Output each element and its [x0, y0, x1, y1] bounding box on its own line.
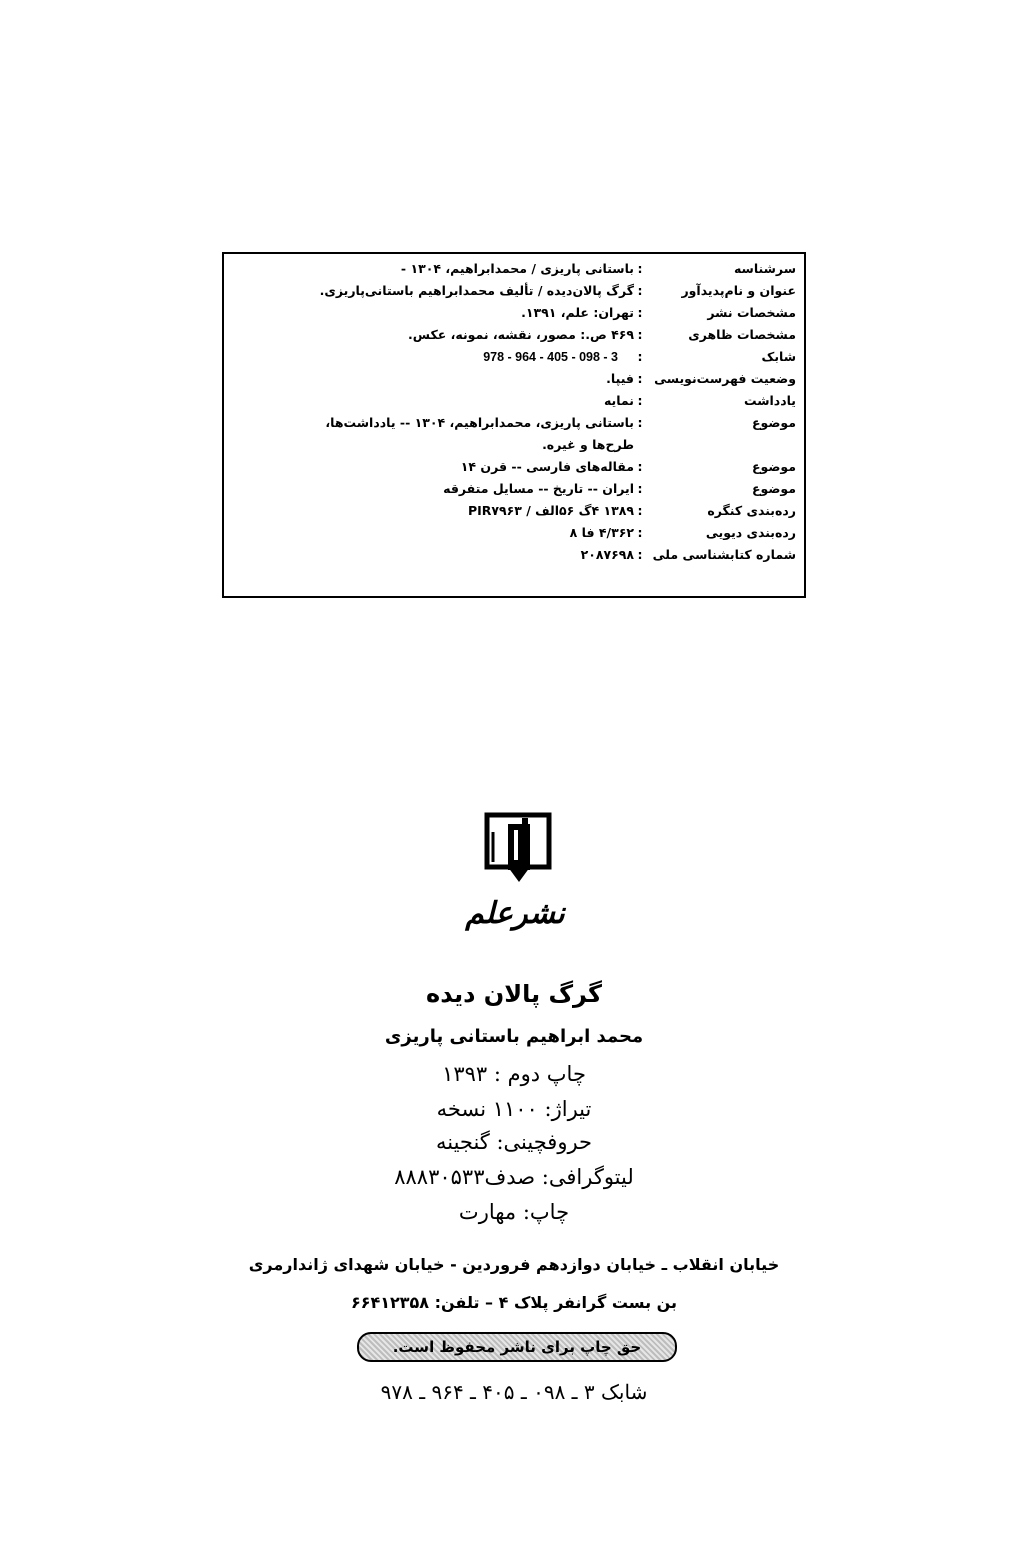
cip-colon: :	[637, 525, 643, 540]
lithography-line: لیتوگرافی: صدف۸۸۸۳۰۵۳۳	[394, 1165, 634, 1189]
cip-row	[232, 522, 796, 544]
address-line-1: خیابان انقلاب ـ خیابان دوازدهم فروردین - خیابان شهدای ژاندارمری	[248, 1255, 780, 1274]
cip-row	[232, 478, 796, 500]
cip-row	[232, 346, 796, 368]
cip-label: مشخصات ظاهری	[688, 327, 796, 342]
cip-value: ۴/۳۶۲ فا ۸	[569, 525, 634, 540]
cip-colon: :	[637, 261, 643, 276]
cip-label: رده‌بندی کنگره	[707, 503, 796, 518]
cip-colon: :	[637, 393, 643, 408]
cip-value: 978 - 964 - 405 - 098 - 3	[483, 350, 618, 364]
cip-row	[232, 280, 796, 302]
cip-label: یادداشت	[743, 393, 796, 408]
cip-label: رده‌بندی دیویی	[705, 525, 796, 540]
edition-line: چاپ دوم : ۱۳۹۳	[442, 1062, 586, 1086]
cip-colon: :	[637, 305, 643, 320]
cip-value: باستانی پاریزی / محمدابراهیم، ۱۳۰۴ -	[400, 261, 634, 276]
cip-catalog-box	[222, 252, 806, 598]
cip-label: شابک	[761, 349, 796, 364]
cip-colon: :	[637, 371, 643, 386]
cip-label: موضوع	[751, 415, 796, 430]
cip-row	[232, 544, 796, 566]
cip-colon: :	[637, 327, 643, 342]
cip-label: وضعیت فهرست‌نویسی	[654, 371, 796, 386]
cip-row	[232, 390, 796, 412]
cip-label: سرشناسه	[733, 261, 796, 276]
cip-row	[232, 434, 796, 456]
cip-label: موضوع	[751, 459, 796, 474]
cip-value: طرح‌ها و غیره.	[542, 437, 634, 452]
cip-colon: :	[637, 503, 643, 518]
cip-value: تهران: علم، ۱۳۹۱.	[521, 305, 634, 320]
cip-row	[232, 412, 796, 434]
cip-row	[232, 456, 796, 478]
book-author: محمد ابراهیم باستانی پاریزی	[384, 1026, 644, 1047]
cip-value: نمایه	[603, 393, 634, 408]
cip-row	[232, 258, 796, 280]
cip-colon: :	[637, 415, 643, 430]
cip-row	[232, 302, 796, 324]
cip-colon: :	[637, 349, 643, 364]
printing-line: چاپ: مهارت	[458, 1200, 570, 1224]
cip-label: شماره کتابشناسی ملی	[652, 547, 796, 562]
cip-colon: :	[637, 481, 643, 496]
typesetting-line: حروفچینی: گنجینه	[435, 1130, 593, 1154]
isbn-line: شابک ۳ ـ ۰۹۸ ـ ۴۰۵ ـ ۹۶۴ ـ ۹۷۸	[380, 1380, 648, 1404]
publisher-logo-text: نشرعلم	[465, 896, 565, 931]
cip-label: موضوع	[751, 481, 796, 496]
cip-row	[232, 368, 796, 390]
book-title: گرگ پالان دیده	[426, 980, 602, 1008]
cip-value: فیپا.	[606, 371, 634, 386]
cip-colon: :	[637, 283, 643, 298]
cip-value: ۱۳۸۹ ۴گ ۵۶الف / PIR۷۹۶۳	[467, 503, 634, 518]
cip-row	[232, 324, 796, 346]
cip-colon: :	[637, 459, 643, 474]
cip-label: مشخصات نشر	[707, 305, 796, 320]
cip-value: ایران -- تاریخ -- مسایل متفرقه	[443, 481, 634, 496]
cip-label: عنوان و نام‌پدیدآور	[681, 283, 796, 298]
cip-colon: :	[637, 547, 643, 562]
circulation-line: تیراژ: ۱۱۰۰ نسخه	[436, 1097, 592, 1121]
copyright-badge: حق چاپ برای ناشر محفوظ است.	[357, 1332, 677, 1362]
cip-value: مقاله‌های فارسی -- قرن ۱۴	[460, 459, 634, 474]
cip-value: باستانی پاریزی، محمدابراهیم، ۱۳۰۴ -- یادداشت‌ها،	[325, 415, 634, 430]
cip-row	[232, 500, 796, 522]
cip-value: ۴۶۹ ص.: مصور، نقشه، نمونه، عکس.	[408, 327, 634, 342]
publisher-logo-icon	[484, 812, 552, 884]
cip-value: ۲۰۸۷۶۹۸	[580, 547, 634, 562]
cip-value: گرگ پالان‌دیده / تألیف محمدابراهیم باستانی‌پاریزی.	[319, 283, 634, 298]
address-line-2: بن بست گرانفر پلاک ۴ – تلفن: ۶۶۴۱۲۳۵۸	[350, 1293, 678, 1312]
